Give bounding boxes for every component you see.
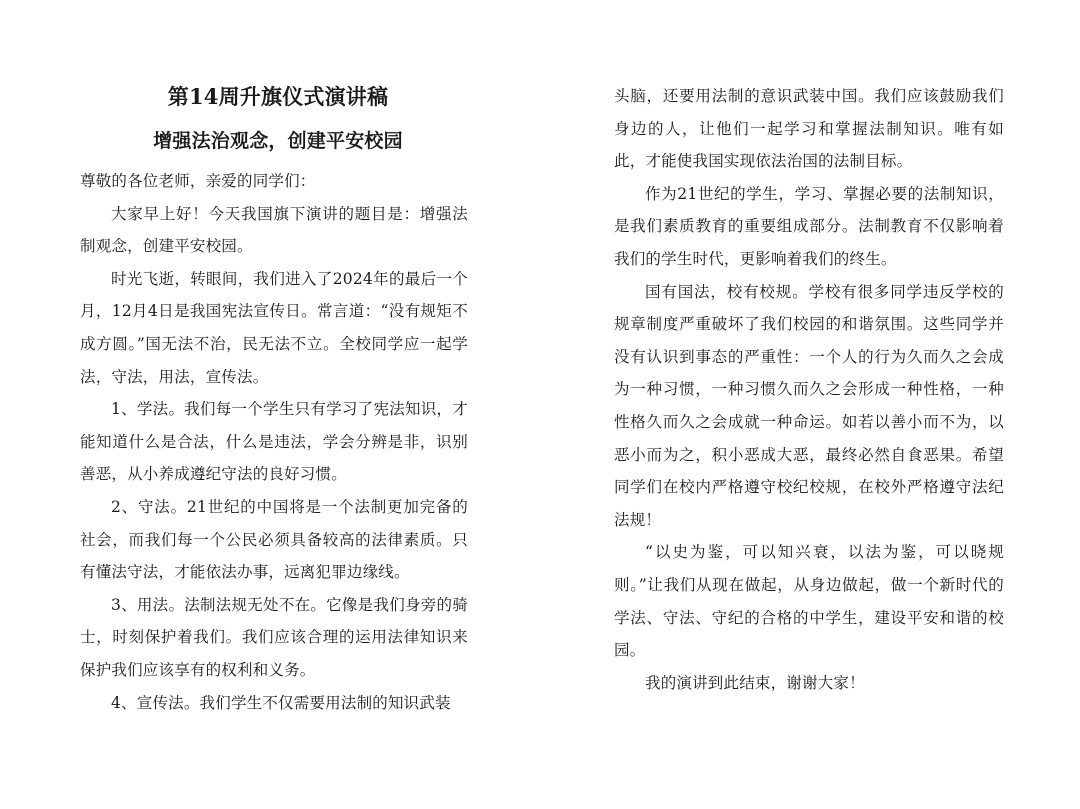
- paragraph-use-law: 3、用法。法制法规无处不在。它像是我们身旁的骑士，时刻保护着我们。我们应该合理的运用法律知识来保护我们应该享有的权利和义务。: [80, 595, 468, 679]
- speech-title: 第14周升旗仪式演讲稿: [167, 84, 389, 109]
- salutation: 尊敬的各位老师，亲爱的同学们：: [80, 172, 316, 190]
- paragraph-closing: 我的演讲到此结束，谢谢大家！: [645, 673, 865, 692]
- speech-subtitle: 增强法治观念，创建平安校园: [153, 130, 403, 152]
- paragraph-quote: “以史为鉴，可以知兴衰，以法为鉴，可以晓规则。”让我们从现在做起，从身边做起，做一个新时代的学法、守法、守纪的合格的中学生，建设平安和谐的校园。: [614, 543, 1004, 660]
- paragraph-school-rules: 国有国法，校有校规。学校有很多同学违反学校的规章制度严重破坏了我们校园的和谐氛围。这些同学并没有认识到事态的严重性：一个人的行为久而久之会成为一种习惯，一种习惯久而久之会形成一种性格，一种性格久而久之会成就一种命运。如若以善小而不为，以恶小而为之，积小恶成大恶，最终必然自食恶果。希望同学们在校内严格遵守校纪校规，在校外严格遵守法纪法规！: [614, 282, 1004, 529]
- paragraph-promote-law: 4、宣传法。我们学生不仅需要用法制的知识武装: [111, 693, 451, 712]
- paragraph-student-duty: 作为21世纪的学生，学习、掌握必要的法制知识，是我们素质教育的重要组成部分。法制教育不仅影响着我们的学生时代，更影响着我们的终生。: [614, 184, 1004, 268]
- left-column: [80, 0, 468, 719]
- paragraph-learn-law: 1、学法。我们每一个学生只有学习了宪法知识，才能知道什么是合法，什么是违法，学会分辨是非，识别善恶，从小养成遵纪守法的良好习惯。: [80, 400, 468, 484]
- paragraph-promote-law-continued: 头脑，还要用法制的意识武装中国。我们应该鼓励我们身边的人，让他们一起学习和掌握法制知识。唯有如此，才能使我国实现依法治国的法制目标。: [614, 87, 1004, 171]
- paragraph-obey-law: 2、守法。21世纪的中国将是一个法制更加完备的社会，而我们每一个公民必须具备较高的法律素质。只有懂法守法，才能依法办事，远离犯罪边缘线。: [80, 497, 468, 582]
- paragraph-greeting: 大家早上好！今天我国旗下演讲的题目是：增强法制观念，创建平安校园。: [80, 204, 468, 256]
- paragraph-intro: 时光飞逝，转眼间，我们进入了2024年的最后一个月，12月4日是我国宪法宣传日。常言道：“没有规矩不成方圆。”国无法不治，民无法不立。全校同学应一起学法，守法，用法，宣传法。: [80, 269, 468, 386]
- right-column: [614, 0, 1004, 699]
